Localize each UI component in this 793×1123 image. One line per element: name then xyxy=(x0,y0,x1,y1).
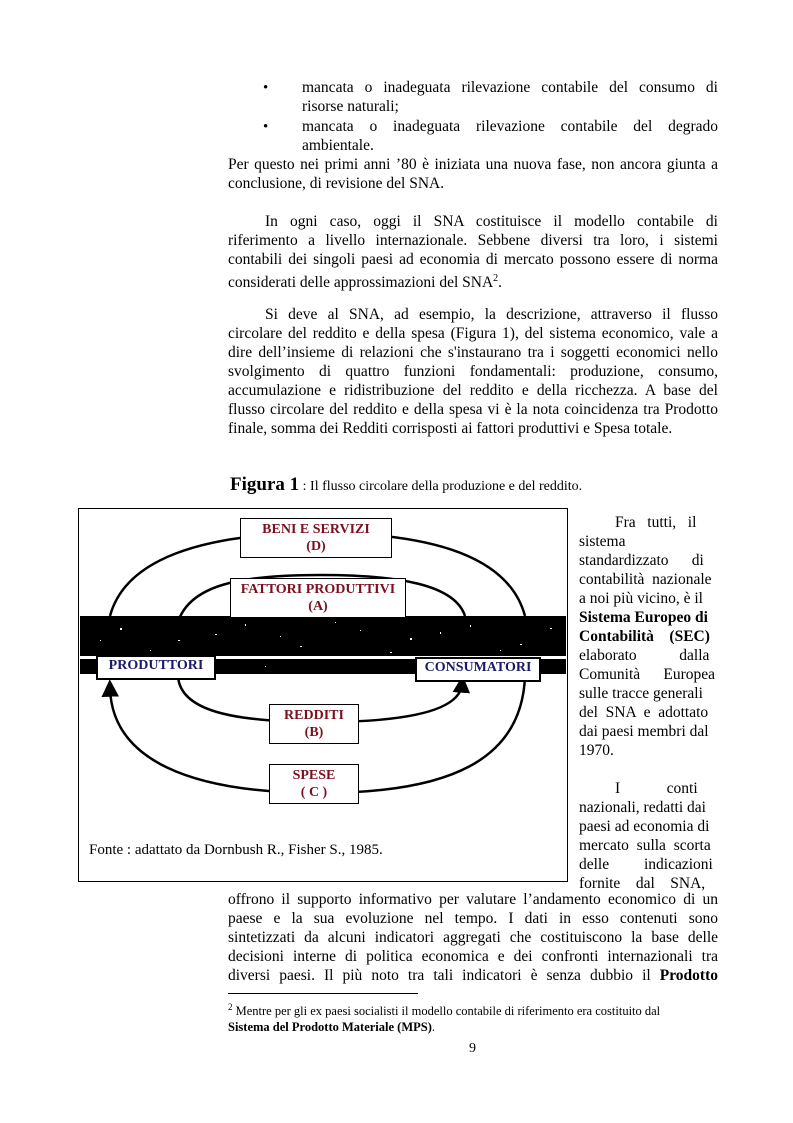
box-label: BENI E SERVIZI xyxy=(262,522,370,537)
box-label: REDDITI xyxy=(284,708,344,723)
text-line: riferimento a livello internazionale. Sebbene diversi tra loro, i sistemi xyxy=(228,232,718,249)
side-text-line: del SNA e adottato xyxy=(579,704,709,721)
figure-label: Figura 1 xyxy=(230,474,300,495)
text-line: conclusione, di revisione del SNA. xyxy=(228,175,445,192)
side-column xyxy=(579,513,718,893)
footnote-rule xyxy=(228,993,418,994)
text-line: decisioni interne di politica economica e dei confronti internazionali tra xyxy=(228,948,718,965)
footnote xyxy=(228,999,718,1035)
text-line: flusso circolare del reddito e della spesa vi è la nota coincidenza tra Prodotto xyxy=(228,401,718,418)
text-line: contabili dei singoli paesi ad economia di mercato possono essere di norma xyxy=(228,251,718,268)
box-code: (A) xyxy=(308,599,328,614)
side-text-line: a noi più vicino, è il xyxy=(579,590,703,607)
box-label: FATTORI PRODUTTIVI xyxy=(240,582,396,597)
text-span: diversi paesi. Il più noto tra tali indicatori è senza dubbio il xyxy=(228,967,660,984)
text-line: Per questo nei primi anni ’80 è iniziata una nuova fase, non ancora giunta a xyxy=(228,156,718,173)
side-text-line: Fra tutti, il xyxy=(615,514,697,531)
box-code: (B) xyxy=(304,725,324,740)
bullet-dot: • xyxy=(263,119,269,135)
side-text-line xyxy=(579,760,718,779)
text-line: svolgimento di quattro funzioni fondamentali: produzione, consumo, xyxy=(228,363,718,380)
text-line: circolare del reddito e della spesa (Figura 1), del sistema economico, vale a xyxy=(228,325,718,342)
side-text-line: mercato sulla scorta xyxy=(579,837,711,854)
figure-source: Fonte : adattato da Dornbush R., Fisher S., 1985. xyxy=(89,842,383,858)
side-text-line: Comunità Europea xyxy=(579,666,716,683)
side-text-line: sistema xyxy=(579,533,626,550)
text-line: paese e la sua evoluzione nel tempo. I dati in esso contenuti sono xyxy=(228,910,718,927)
side-text-line: I conti xyxy=(615,780,698,797)
box-beni-servizi xyxy=(240,518,392,558)
text-line: offrono il supporto informativo per valutare l’andamento economico di un xyxy=(228,891,718,908)
side-text-line: delle indicazioni xyxy=(579,856,713,873)
box-redditi xyxy=(269,704,359,744)
box-fattori-produttivi xyxy=(230,578,406,618)
box-consumatori: CONSUMATORI xyxy=(415,657,541,682)
box-label: SPESE xyxy=(292,768,336,783)
text-span: considerati delle approssimazioni del SNA xyxy=(228,274,494,292)
side-text-line: Contabilità (SEC) xyxy=(579,628,710,645)
bullet-line: ambientale. xyxy=(302,137,374,154)
figure-caption-text: : Il flusso circolare della produzione e del reddito. xyxy=(299,479,583,494)
bullet-line: risorse naturali; xyxy=(302,98,399,115)
text-line: dire dell’insieme di relazioni che s'instaurano tra i soggetti economici nello xyxy=(228,344,718,361)
footnote-text: Mentre per gli ex paesi socialisti il modello contabile di riferimento era costituito dal xyxy=(232,1004,661,1019)
box-spese xyxy=(269,764,359,804)
black-band xyxy=(80,616,566,656)
side-text-line: 1970. xyxy=(579,742,614,759)
footnote-number: 2 xyxy=(228,1002,233,1012)
side-text-line: fornite dal SNA, xyxy=(579,875,706,892)
bullet-line: mancata o inadeguata rilevazione contabile del degrado xyxy=(302,118,718,135)
side-text-line: paesi ad economia di xyxy=(579,818,710,835)
side-text-line: Sistema Europeo di xyxy=(579,609,708,626)
box-produttori: PRODUTTORI xyxy=(96,655,216,680)
footnote-ref: 2 xyxy=(493,273,499,284)
side-text-line: sulle tracce generali xyxy=(579,685,703,702)
text-line: accumulazione e ridistribuzione del reddito e della ricchezza. A base del xyxy=(228,382,718,399)
text-line: In ogni caso, oggi il SNA costituisce il modello contabile di xyxy=(265,213,718,230)
side-text-line: contabilità nazionale xyxy=(579,571,712,588)
side-text-line: nazionali, redatti dai xyxy=(579,799,706,816)
box-code: (D) xyxy=(306,539,326,554)
bullet-line: mancata o inadeguata rilevazione contabile del consumo di xyxy=(302,79,718,96)
period: . xyxy=(498,274,503,292)
side-text-line: standardizzato di xyxy=(579,552,704,569)
side-text-line: dai paesi membri dal xyxy=(579,723,709,740)
page-number: 9 xyxy=(469,1041,476,1056)
bullet-dot: • xyxy=(263,80,269,96)
text-line: finale, somma dei Redditi corrisposti ai fattori produttivi e Spesa totale. xyxy=(228,420,673,437)
text-line xyxy=(228,966,718,986)
text-line: sintetizzati da alcuni indicatori aggregati che costituiscono la base delle xyxy=(228,929,718,946)
footnote-tail: . xyxy=(431,1020,436,1035)
text-line: Si deve al SNA, ad esempio, la descrizione, attraverso il flusso xyxy=(265,306,718,323)
side-text-line: elaborato dalla xyxy=(579,647,710,664)
box-code: ( C ) xyxy=(300,785,328,800)
bold-term: Prodotto xyxy=(659,967,718,984)
footnote-bold: Sistema del Prodotto Materiale (MPS) xyxy=(228,1020,432,1035)
